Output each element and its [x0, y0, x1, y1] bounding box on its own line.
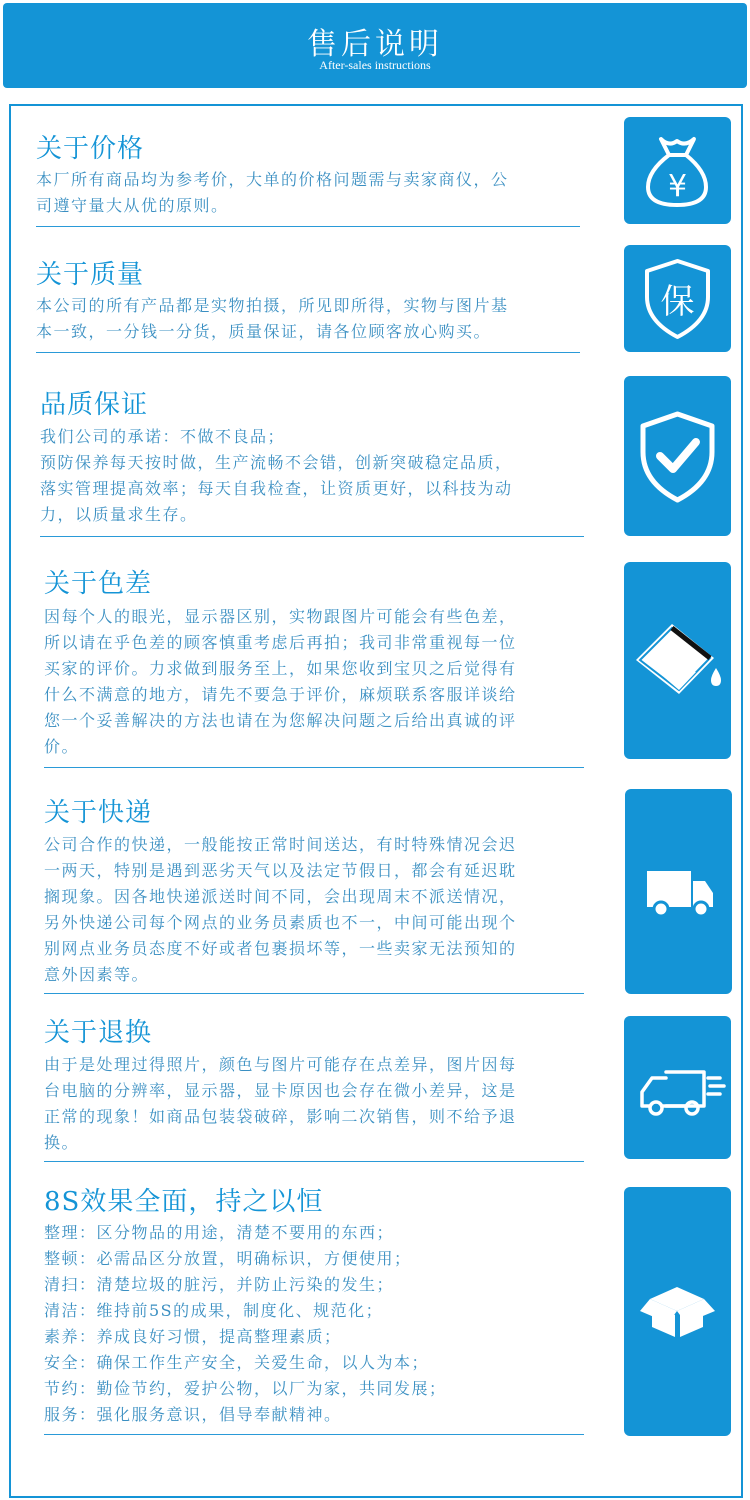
body-line: 服务：强化服务意识，倡导奉献精神。 — [44, 1405, 342, 1424]
body-line: 别网点业务员态度不好或者包裹损坏等，一些卖家无法预知的 — [44, 939, 517, 958]
section-title: 品质保证 — [40, 390, 149, 420]
section-title: 关于价格 — [36, 134, 145, 164]
body-line: 整理：区分物品的用途，清楚不要用的东西； — [44, 1223, 395, 1242]
body-line: 意外因素等。 — [44, 965, 150, 984]
body-line: 力，以质量求生存。 — [40, 505, 198, 524]
body-line: 买家的评价。力求做到服务至上，如果您收到宝贝之后觉得有 — [44, 659, 517, 678]
section-title: 关于退换 — [44, 1018, 153, 1048]
svg-text:保: 保 — [660, 282, 695, 322]
body-line: 由于是处理过得照片，颜色与图片可能存在点差异，图片因每 — [44, 1055, 517, 1074]
section-divider — [44, 1161, 584, 1162]
shield-check-icon — [624, 376, 731, 536]
page-header — [3, 3, 747, 88]
assurance-icon-box — [624, 376, 731, 536]
section-divider — [44, 993, 584, 994]
section-quality — [36, 259, 596, 345]
body-line: 本厂所有商品均为参考价，大单的价格问题需与卖家商仪，公 — [36, 170, 509, 189]
body-line: 搁现象。因各地快递派送时间不同，会出现周末不派送情况， — [44, 887, 517, 906]
fast-truck-icon — [624, 1016, 731, 1159]
body-line: 清扫：清楚垃圾的脏污，并防止污染的发生； — [44, 1275, 395, 1294]
delivery-truck-icon — [625, 789, 732, 994]
section-8s — [44, 1186, 604, 1428]
section-body — [36, 293, 596, 345]
delivery-icon-box — [625, 789, 732, 994]
header-title: 售后说明 — [307, 27, 443, 62]
8s-icon-box — [624, 1187, 731, 1436]
color-icon-box — [624, 562, 731, 759]
section-divider — [36, 226, 580, 227]
body-line: 价。 — [44, 737, 80, 756]
body-line: 节约：勤俭节约，爱护公物，以厂为家，共同发展； — [44, 1379, 447, 1398]
section-body — [40, 424, 600, 528]
open-box-icon — [624, 1187, 731, 1436]
section-divider — [44, 767, 584, 768]
body-line: 因每个人的眼光，显示器区别，实物跟图片可能会有些色差， — [44, 607, 517, 626]
header-subtitle: After-sales instructions — [319, 58, 431, 72]
guarantee-shield-icon — [624, 245, 731, 352]
returns-icon-box — [624, 1016, 731, 1159]
section-divider — [44, 1434, 584, 1435]
body-line: 一两天，特别是遇到恶劣天气以及法定节假日，都会有延迟耽 — [44, 861, 517, 880]
body-line: 公司合作的快递，一般能按正常时间送达，有时特殊情况会迟 — [44, 835, 517, 854]
body-line: 清洁：维持前5S的成果，制度化、规范化； — [44, 1301, 384, 1320]
body-line: 司遵守量大从优的原则。 — [36, 196, 229, 215]
body-line: 您一个妥善解决的方法也请在为您解决问题之后给出真诚的评 — [44, 711, 517, 730]
section-body — [44, 1220, 604, 1428]
section-delivery — [44, 797, 604, 988]
body-line: 本公司的所有产品都是实物拍摄，所见即所得，实物与图片基 — [36, 296, 509, 315]
section-body — [44, 604, 604, 760]
section-title: 关于质量 — [36, 260, 145, 290]
section-title: 关于色差 — [44, 569, 153, 599]
body-line: 本一致，一分钱一分货，质量保证，请各位顾客放心购买。 — [36, 322, 492, 341]
body-line: 预防保养每天按时做，生产流畅不会错，创新突破稳定品质， — [40, 453, 513, 472]
section-body — [44, 832, 604, 988]
body-line: 什么不满意的地方，请先不要急于评价，麻烦联系客服详谈给 — [44, 685, 517, 704]
money-bag-yen-icon — [624, 117, 731, 224]
body-line: 另外快递公司每个网点的业务员素质也不一，中间可能出现个 — [44, 913, 517, 932]
body-line: 落实管理提高效率；每天自我检查，让资质更好，以科技为动 — [40, 479, 513, 498]
section-title: 关于快递 — [44, 798, 153, 828]
paint-bucket-icon — [624, 562, 731, 759]
quality-icon-box — [624, 245, 731, 352]
section-returns — [44, 1017, 604, 1156]
body-line: 安全：确保工作生产安全，关爱生命，以人为本； — [44, 1353, 430, 1372]
section-title: 8S效果全面，持之以恒 — [44, 1187, 324, 1217]
price-icon-box — [624, 117, 731, 224]
body-line: 整顿：必需品区分放置，明确标识，方便使用； — [44, 1249, 412, 1268]
section-divider — [40, 536, 584, 537]
section-body — [36, 167, 596, 219]
body-line: 素养：养成良好习惯，提高整理素质； — [44, 1327, 342, 1346]
svg-text:¥: ¥ — [667, 169, 688, 204]
body-line: 换。 — [44, 1133, 80, 1152]
section-price — [36, 133, 596, 219]
body-line: 所以请在乎色差的顾客慎重考虑后再拍；我司非常重视每一位 — [44, 633, 517, 652]
body-line: 我们公司的承诺：不做不良品； — [40, 427, 286, 446]
section-body — [44, 1052, 604, 1156]
body-line: 正常的现象！如商品包装袋破碎，影响二次销售，则不给予退 — [44, 1107, 517, 1126]
body-line: 台电脑的分辨率，显示器，显卡原因也会存在微小差异，这是 — [44, 1081, 517, 1100]
section-quality-assurance — [40, 389, 600, 528]
section-color-difference — [44, 568, 604, 760]
section-divider — [36, 352, 580, 353]
